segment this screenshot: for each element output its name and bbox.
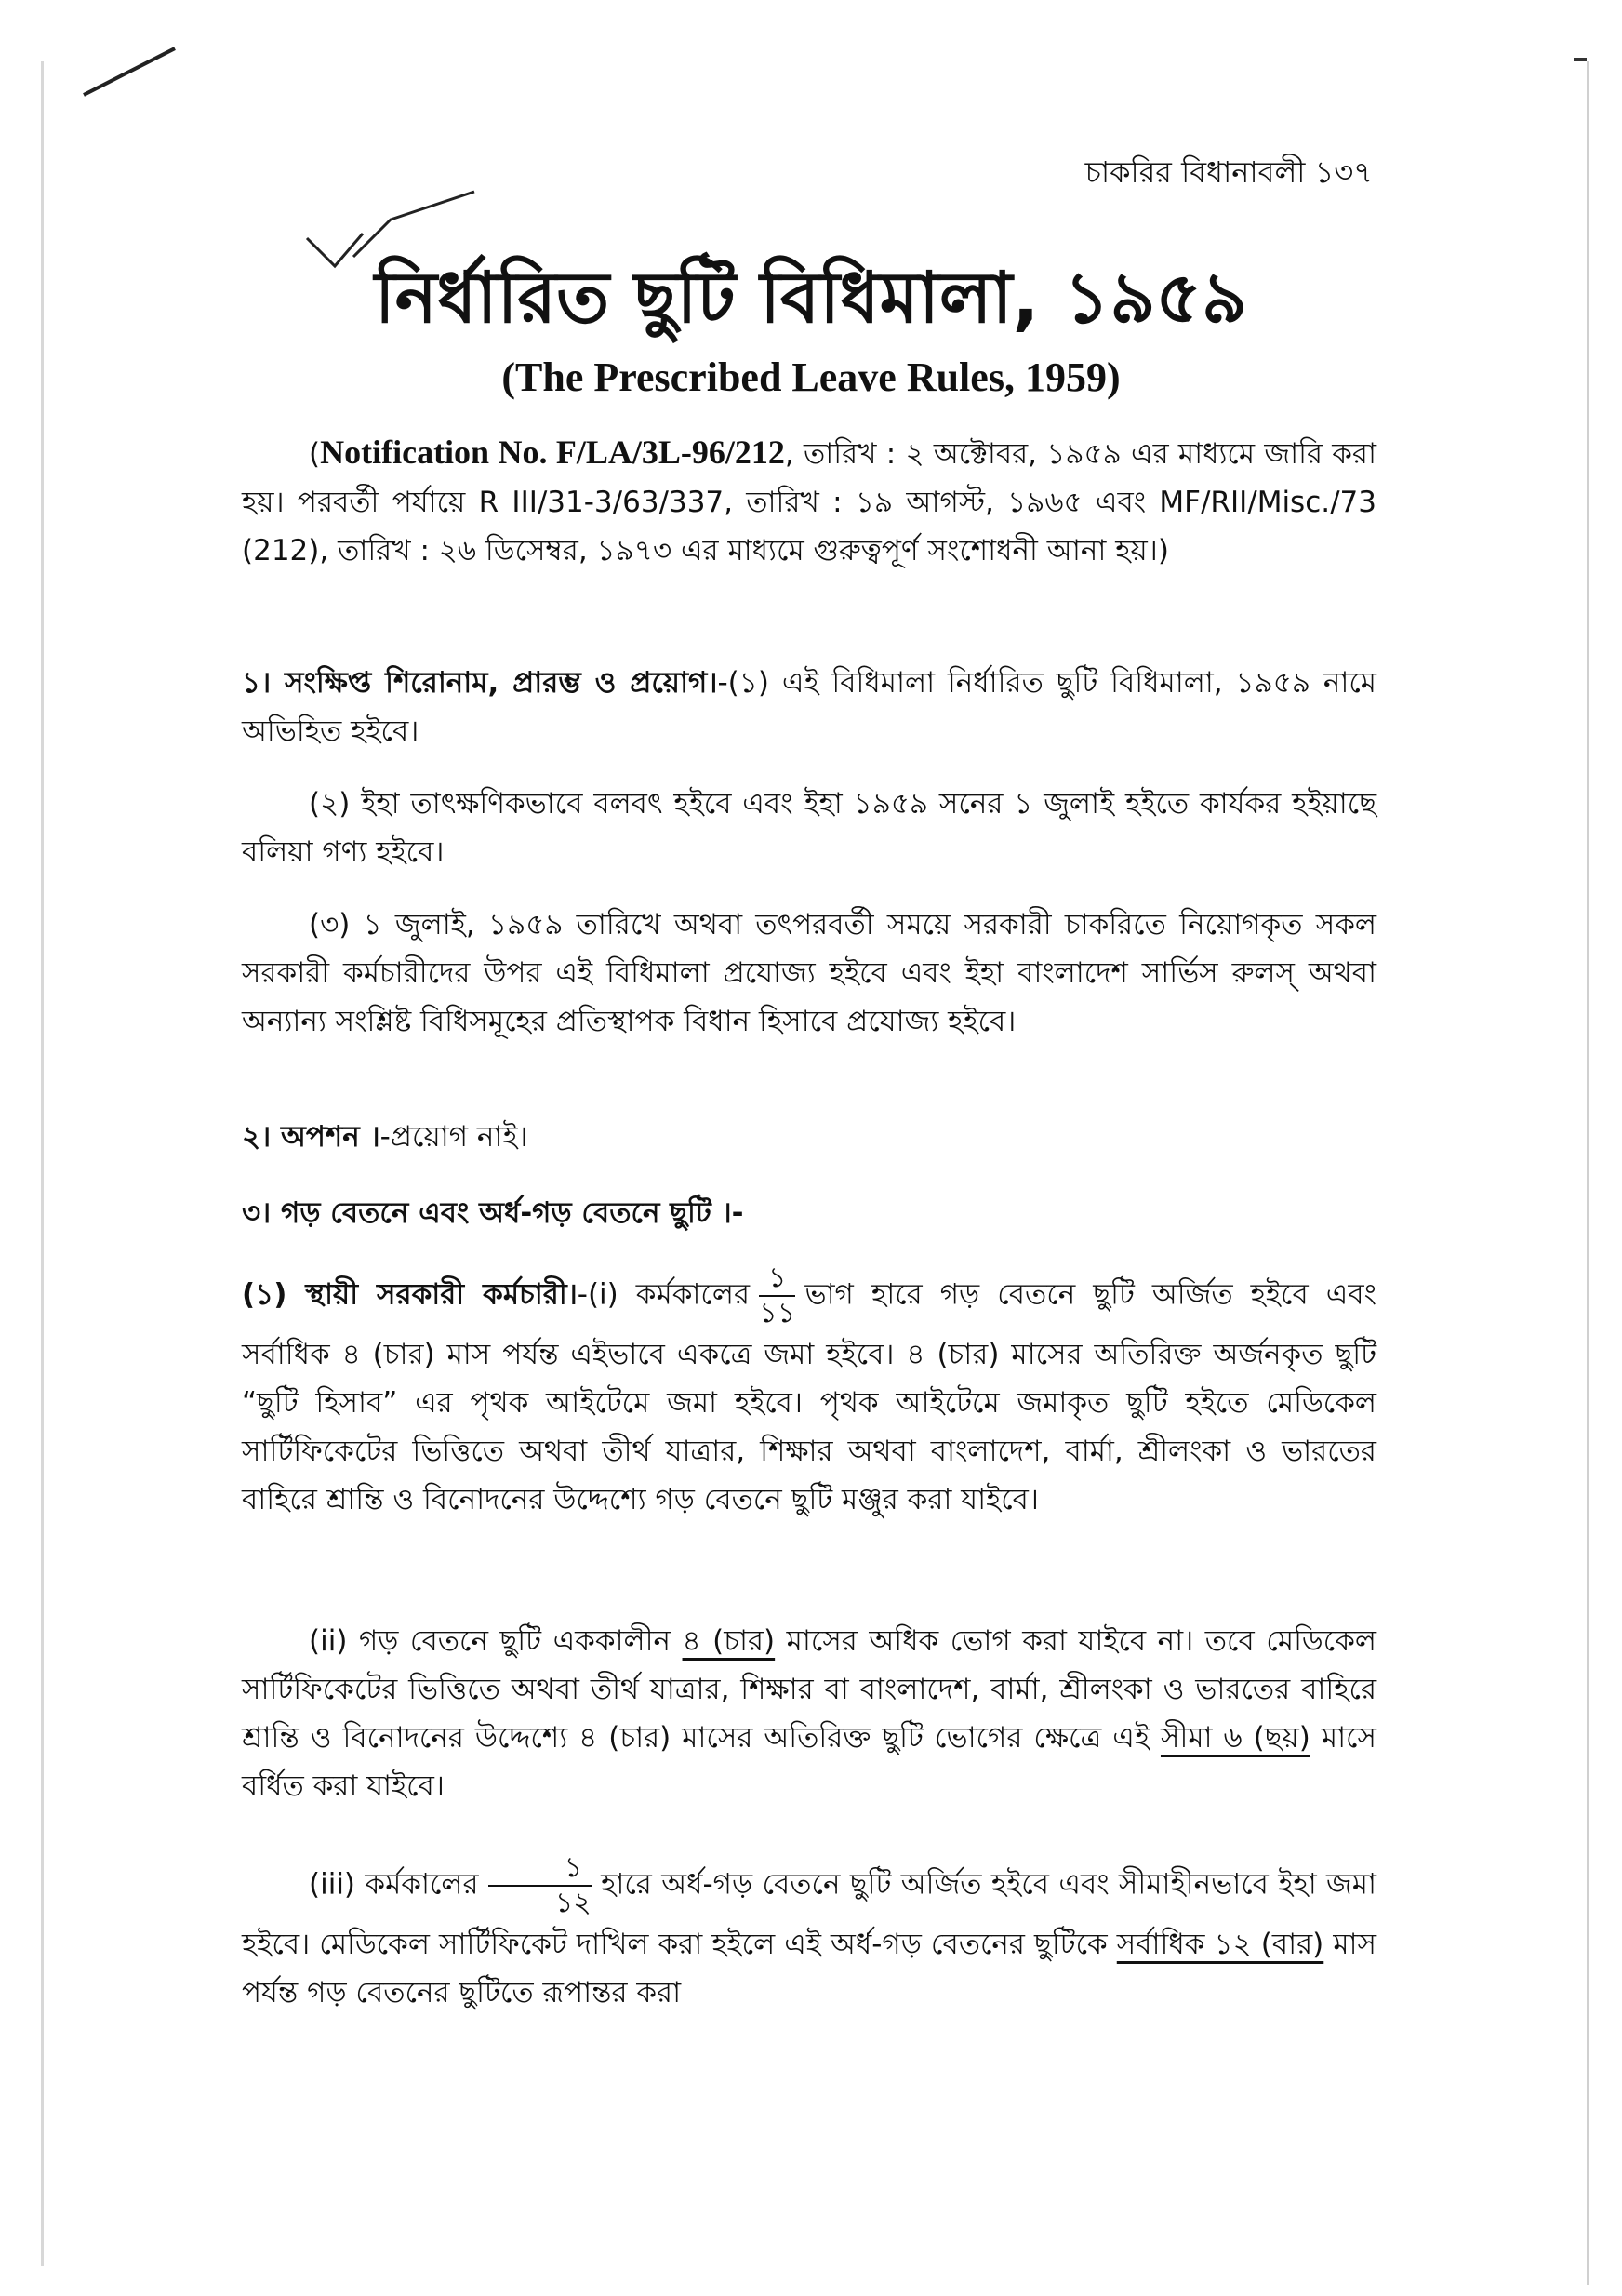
notification-number: Notification No. F/LA/3L-96/212 — [320, 434, 785, 471]
rule-1-clause-3: (৩) ১ জুলাই, ১৯৫৯ তারিখে অথবা তৎপরবর্তী সময়ে সরকারী চাকরিতে নিয়োগকৃত সকল সরকারী কর্মচারীদের উপর এই বিধিমালা প্রযোজ্য হইবে এবং ইহা বাংলাদেশ সার্ভিস রুলস্ অথবা অন্যান্য সংশ্লিষ্ট বিধিসমূহের প্রতিস্থাপক বিধান হিসাবে প্রযোজ্য হইবে। — [242, 908, 1376, 1038]
sub-1-heading: (১) স্থায়ী সরকারী কর্মচারী। — [242, 1277, 578, 1312]
pen-stroke-mark — [83, 47, 176, 97]
rule-3-sub-ii: (ii) গড় বেতনে ছুটি এককালীন ৪ (চার) মাসের অধিক ভোগ করা যাইবে না। তবে মেডিকেল সার্টিফিকেটের ভিত্তিতে অথবা তীর্থ যাত্রার, শিক্ষার বা বাংলাদেশ, বার্মা, শ্রীলংকা ও ভারতের বাহিরে শ্রান্তি ও বিনোদনের উদ্দেশ্যে ৪ (চার) মাসের অতিরিক্ত ছুটি ভোগের ক্ষেত্রে এই সীমা ৬ (ছয়) মাসে বর্ধিত করা যাইবে। — [242, 1624, 1376, 1803]
rule-1-text: -(১) এই বিধিমালা নির্ধারিত ছুটি বিধিমালা, ১৯৫৯ নামে অভিহিত হইবে। — [242, 666, 1376, 748]
underlined-4-months: ৪ (চার) — [682, 1624, 776, 1658]
running-head: চাকরির বিধানাবলী ১৩৭ — [1084, 154, 1373, 190]
rule-1-paragraph — [242, 659, 1376, 755]
fraction-1-11: $\frac{১}{১১}$ — [759, 1261, 796, 1329]
underlined-max-12: সর্বাধিক ১২ (বার) — [1116, 1928, 1324, 1961]
sub-1-lead: -(i) কর্মকালের — [577, 1277, 750, 1312]
page-title: নির্ধারিত ছুটি বিধিমালা, ১৯৫৯ — [374, 256, 1248, 339]
rule-3-heading: ৩। গড় বেতনে এবং অর্ধ-গড় বেতনে ছুটি ।- — [242, 1196, 744, 1230]
rule-2-paragraph — [242, 1113, 1376, 1161]
corner-tick-mark — [1574, 58, 1587, 61]
sub-1-text: ভাগ হারে গড় বেতনে ছুটি অর্জিত হইবে এবং সর্বাধিক ৪ (চার) মাস পর্যন্ত এইভাবে একত্রে জমা হইবে। ৪ (চার) মাসের অতিরিক্ত অর্জনকৃত ছুটি “ছুটি হিসাব” এর পৃথক আইটেমে জমা হইবে। পৃথক আইটেমে জমাকৃত ছুটি হইতে মেডিকেল সার্টিফিকেটের ভিত্তিতে অথবা তীর্থ যাত্রার, শিক্ষার অথবা বাংলাদেশ, বার্মা, শ্রীলংকা ও ভারতের বাহিরে শ্রান্তি ও বিনোদনের উদ্দেশ্যে গড় বেতনে ছুটি মঞ্জুর করা যাইবে। — [242, 1277, 1376, 1516]
notification-text: , তারিখ : ২ অক্টোবর, ১৯৫৯ এর মাধ্যমে জারি করা হয়। পরবর্তী পর্যায়ে R III/31-3/63/337, তারিখ : ১৯ আগস্ট, ১৯৬৫ এবং MF/RII/Misc./73 (212), তারিখ : ২৬ ডিসেম্বর, ১৯৭৩ এর মাধ্যমে গুরুত্বপূর্ণ সংশোধনী আনা হয়।) — [242, 437, 1376, 567]
rule-1-heading: ১। সংক্ষিপ্ত শিরোনাম, প্রারম্ভ ও প্রয়োগ। — [242, 666, 718, 700]
rule-1-clause-2: (২) ইহা তাৎক্ষণিকভাবে বলবৎ হইবে এবং ইহা ১৯৫৯ সনের ১ জুলাই হইতে কার্যকর হইয়াছে বলিয়া গণ্য হইবে। — [242, 787, 1376, 869]
underlined-limit-6: সীমা ৬ (ছয়) — [1160, 1721, 1310, 1755]
fraction-1-12: $\frac{১}{১২}$ — [488, 1851, 592, 1920]
rule-2-text: -প্রয়োগ নাই। — [379, 1120, 528, 1154]
notification-paragraph: (Notification No. F/LA/3L-96/212, তারিখ : ২ অক্টোবর, ১৯৫৯ এর মাধ্যমে জারি করা হয়। পরবর্তী পর্যায়ে R III/31-3/63/337, তারিখ : ১৯ আগস্ট, ১৯৬৫ এবং MF/RII/Misc./73 (212), তারিখ : ২৬ ডিসেম্বর, ১৯৭৩ এর মাধ্যমে গুরুত্বপূর্ণ সংশোধনী আনা হয়।) — [242, 434, 1376, 567]
rule-3-sub-iii: (iii) কর্মকালের $\frac{১}{১২}$ হারে অর্ধ-গড় বেতনে ছুটি অর্জিত হইবে এবং সীমাহীনভাবে ইহা জমা হইবে। মেডিকেল সার্টিফিকেট দাখিল করা হইলে এই অর্ধ-গড় বেতনের ছুটিকে সর্বাধিক ১২ (বার) মাস পর্যন্ত গড় বেতনের ছুটিতে রূপান্তর করা — [242, 1851, 1376, 2009]
page-subtitle: (The Prescribed Leave Rules, 1959) — [501, 354, 1121, 400]
rule-2-heading: ২। অপশন । — [242, 1120, 380, 1154]
rule-3-sub-1 — [242, 1261, 1376, 1524]
